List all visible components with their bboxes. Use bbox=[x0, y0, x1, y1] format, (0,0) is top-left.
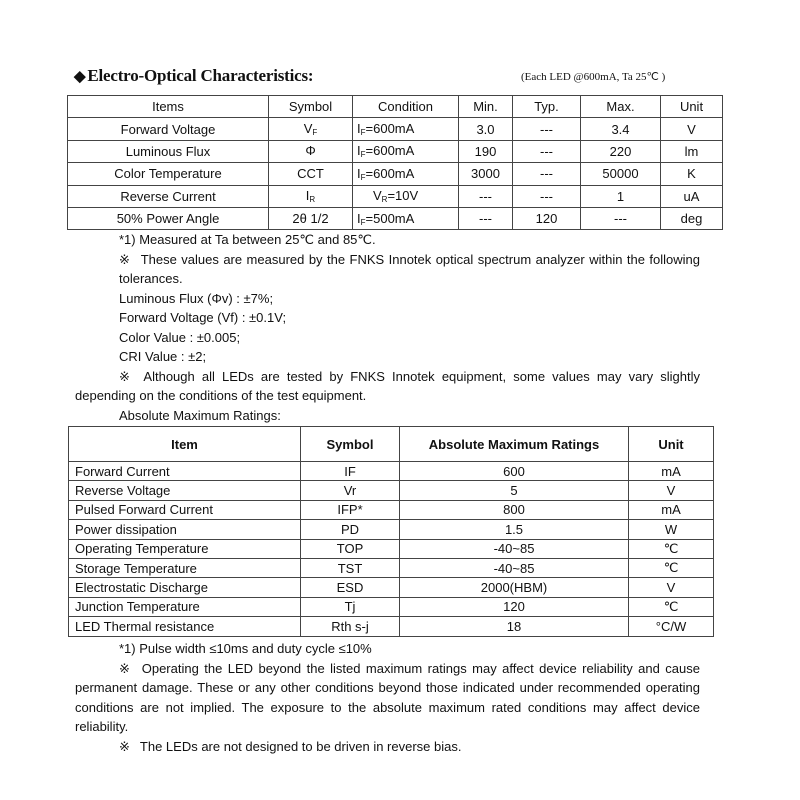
cell-item: Color Temperature bbox=[68, 163, 269, 185]
header-typ: Typ. bbox=[513, 96, 581, 118]
cell-symbol: CCT bbox=[269, 163, 353, 185]
header-min: Min. bbox=[459, 96, 513, 118]
cell-item: Forward Voltage bbox=[68, 118, 269, 140]
section-title-electro-optical bbox=[74, 66, 313, 86]
cell-condition: $I_F=600mA$ bbox=[353, 163, 459, 185]
header-unit: Unit bbox=[629, 427, 714, 462]
section-title-text: Electro-Optical Characteristics: bbox=[87, 66, 314, 85]
section-title-absolute-max: Absolute Maximum Ratings: bbox=[119, 407, 281, 423]
header-condition: Condition bbox=[353, 96, 459, 118]
cell-typ: 120 bbox=[513, 207, 581, 229]
cell-item: Junction Temperature bbox=[69, 597, 301, 616]
cell-unit: ℃ bbox=[629, 558, 714, 577]
table-row bbox=[69, 617, 714, 636]
table-row bbox=[68, 207, 723, 229]
cell-max: 220 bbox=[581, 140, 661, 162]
diamond-bullet-icon: ◆ bbox=[74, 69, 86, 85]
cell-min: 3000 bbox=[459, 163, 513, 185]
cell-unit: V bbox=[661, 118, 723, 140]
header-symbol: Symbol bbox=[301, 427, 400, 462]
cell-symbol: $V_F$ bbox=[269, 118, 353, 140]
cell-item: 50% Power Angle bbox=[68, 207, 269, 229]
cell-rating: 2000(HBM) bbox=[400, 578, 629, 597]
footnote-measured: *1) Measured at Ta between 25℃ and 85℃. bbox=[119, 232, 376, 247]
table-row bbox=[69, 520, 714, 539]
cell-unit: ℃ bbox=[629, 597, 714, 616]
tolerance-forward-voltage: Forward Voltage (Vf) : ±0.1V; bbox=[119, 310, 287, 325]
cell-symbol: ESD bbox=[301, 578, 400, 597]
max-ratings-warning: ※ Operating the LED beyond the listed maximum ratings may affect device reliability and cause permanent damage. These or any other conditions beyond those indicated under recommended operating conditions are not implied. The exposure to the absolute maximum rated conditions may affect device reliability. bbox=[75, 660, 700, 734]
cell-item: Power dissipation bbox=[69, 520, 301, 539]
reference-mark-icon: ※ bbox=[119, 251, 131, 267]
reverse-bias-note: ※ The LEDs are not designed to be driven in reverse bias. bbox=[119, 738, 462, 754]
cell-item: Storage Temperature bbox=[69, 558, 301, 577]
cell-typ: --- bbox=[513, 163, 581, 185]
cell-rating: 800 bbox=[400, 500, 629, 519]
cell-symbol: Φ bbox=[269, 140, 353, 162]
cell-unit: mA bbox=[629, 462, 714, 481]
tolerance-luminous-flux: Luminous Flux (Φv) : ±7%; bbox=[119, 290, 274, 306]
table-row bbox=[68, 118, 723, 140]
variation-note: ※ Although all LEDs are tested by FNKS Innotek equipment, some values may vary slightly depending on the conditions of the test equipment. bbox=[75, 368, 700, 403]
cell-symbol: IF bbox=[301, 462, 400, 481]
cell-item: Forward Current bbox=[69, 462, 301, 481]
header-unit: Unit bbox=[661, 96, 723, 118]
table-row bbox=[69, 558, 714, 577]
cell-min: --- bbox=[459, 185, 513, 207]
cell-symbol: Tj bbox=[301, 597, 400, 616]
header-max: Max. bbox=[581, 96, 661, 118]
cell-unit: W bbox=[629, 520, 714, 539]
cell-item: Operating Temperature bbox=[69, 539, 301, 558]
absolute-max-ratings-table bbox=[68, 426, 714, 637]
cell-symbol: TOP bbox=[301, 539, 400, 558]
reference-mark-icon: ※ bbox=[119, 660, 132, 676]
table-row bbox=[68, 163, 723, 185]
cell-unit: ℃ bbox=[629, 539, 714, 558]
cell-rating: -40~85 bbox=[400, 558, 629, 577]
cell-item: Pulsed Forward Current bbox=[69, 500, 301, 519]
cell-item: Reverse Current bbox=[68, 185, 269, 207]
cell-item: Luminous Flux bbox=[68, 140, 269, 162]
notes-block-2 bbox=[75, 639, 700, 756]
header-items: Items bbox=[68, 96, 269, 118]
table-header-row bbox=[68, 96, 723, 118]
cell-condition: $I_F=600mA$ bbox=[353, 118, 459, 140]
cell-unit: V bbox=[629, 578, 714, 597]
cell-rating: 120 bbox=[400, 597, 629, 616]
tolerance-color-value: Color Value : ±0.005; bbox=[119, 329, 241, 345]
cell-max: 3.4 bbox=[581, 118, 661, 140]
cell-max: 1 bbox=[581, 185, 661, 207]
header-item: Item bbox=[69, 427, 301, 462]
notes-block-1 bbox=[75, 230, 700, 425]
tolerance-intro: ※ These values are measured by the FNKS Innotek optical spectrum analyzer within the following tolerances. bbox=[119, 251, 700, 286]
cell-rating: 18 bbox=[400, 617, 629, 636]
table-row bbox=[69, 578, 714, 597]
test-conditions-note: (Each LED @600mA, Ta 25℃ ) bbox=[521, 71, 666, 83]
cell-item: Reverse Voltage bbox=[69, 481, 301, 500]
cell-min: 190 bbox=[459, 140, 513, 162]
header-symbol: Symbol bbox=[269, 96, 353, 118]
cell-unit: deg bbox=[661, 207, 723, 229]
cell-unit: lm bbox=[661, 140, 723, 162]
cell-condition: $I_F=500mA$ bbox=[353, 207, 459, 229]
cell-typ: --- bbox=[513, 185, 581, 207]
cell-max: --- bbox=[581, 207, 661, 229]
table-row bbox=[69, 539, 714, 558]
cell-symbol: IFP* bbox=[301, 500, 400, 519]
cell-symbol: 2θ 1/2 bbox=[269, 207, 353, 229]
cell-max: 50000 bbox=[581, 163, 661, 185]
footnote-pulse: *1) Pulse width ≤10ms and duty cycle ≤10% bbox=[119, 641, 372, 656]
cell-rating: 1.5 bbox=[400, 520, 629, 539]
table-row bbox=[69, 597, 714, 616]
cell-rating: -40~85 bbox=[400, 539, 629, 558]
electro-optical-table bbox=[67, 95, 723, 230]
cell-typ: --- bbox=[513, 118, 581, 140]
cell-unit: K bbox=[661, 163, 723, 185]
header-rating: Absolute Maximum Ratings bbox=[400, 427, 629, 462]
cell-condition: $I_F=600mA$ bbox=[353, 140, 459, 162]
cell-symbol: Vr bbox=[301, 481, 400, 500]
cell-typ: --- bbox=[513, 140, 581, 162]
cell-rating: 600 bbox=[400, 462, 629, 481]
table-header-row bbox=[69, 427, 714, 462]
cell-unit: uA bbox=[661, 185, 723, 207]
reference-mark-icon: ※ bbox=[119, 738, 130, 754]
cell-condition: $V_R=10V$ bbox=[353, 185, 459, 207]
table-row bbox=[68, 140, 723, 162]
table-row bbox=[69, 462, 714, 481]
cell-symbol: PD bbox=[301, 520, 400, 539]
tolerance-cri-value: CRI Value : ±2; bbox=[119, 349, 207, 364]
reference-mark-icon: ※ bbox=[119, 368, 134, 384]
cell-unit: °C/W bbox=[629, 617, 714, 636]
cell-unit: mA bbox=[629, 500, 714, 519]
table-row bbox=[68, 185, 723, 207]
cell-rating: 5 bbox=[400, 481, 629, 500]
cell-unit: V bbox=[629, 481, 714, 500]
table-row bbox=[69, 481, 714, 500]
cell-symbol: Rth s-j bbox=[301, 617, 400, 636]
cell-symbol: $I_R$ bbox=[269, 185, 353, 207]
table-row bbox=[69, 500, 714, 519]
cell-item: Electrostatic Discharge bbox=[69, 578, 301, 597]
cell-item: LED Thermal resistance bbox=[69, 617, 301, 636]
cell-min: 3.0 bbox=[459, 118, 513, 140]
cell-min: --- bbox=[459, 207, 513, 229]
cell-symbol: TST bbox=[301, 558, 400, 577]
